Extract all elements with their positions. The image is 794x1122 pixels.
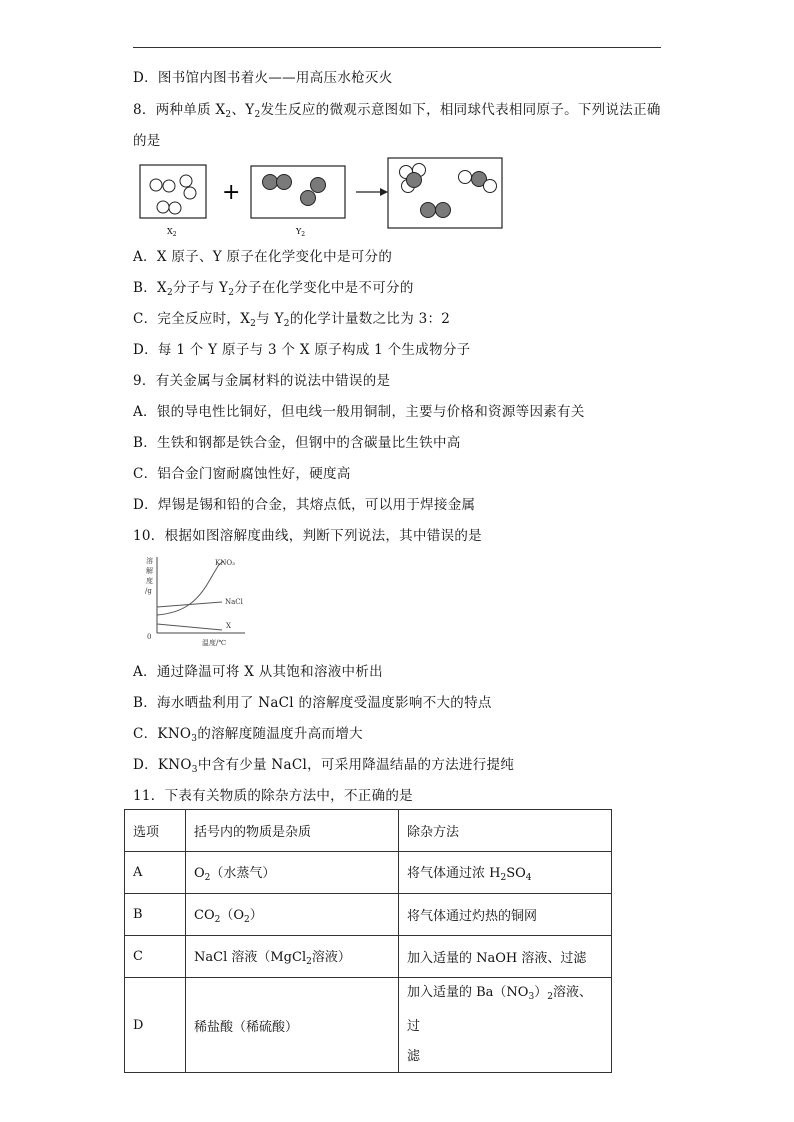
table-header-row: [125, 810, 612, 852]
x-curve: [157, 624, 222, 630]
q8-stem-line1: 8．两种单质 $X_2$、$Y_2$发生反应的微观示意图如下，相同球代表相同原子。下列说法正确: [133, 102, 661, 120]
row-method: 将气体通过浓 $H_2SO_4$: [399, 852, 612, 894]
q7-option-d: D．图书馆内图书着火——用高压水枪灭火: [133, 70, 393, 86]
q8-option-b: B．$X_2$分子与 $Y_2$分子在化学变化中是不可分的: [133, 280, 414, 298]
table-row: [125, 894, 612, 936]
q8-option-d: D．每 1 个 Y 原子与 3 个 X 原子构成 1 个生成物分子: [133, 342, 471, 358]
svg-text:/g: /g: [145, 587, 152, 595]
x-label: X: [226, 622, 231, 630]
q10-option-d: D．$KNO_3$中含有少量 NaCl，可采用降温结晶的方法进行提纯: [133, 757, 515, 775]
table-row: [125, 852, 612, 894]
svg-text:溶: 溶: [146, 557, 153, 565]
row-option: A: [125, 852, 186, 894]
solubility-chart: [140, 553, 260, 649]
row-option: D: [125, 978, 186, 1073]
row-method: 加入适量的 NaOH 溶液、过滤: [399, 936, 612, 978]
row-option: B: [125, 894, 186, 936]
row-method: 加入适量的 $Ba(NO_3)_2$溶液、过 滤: [399, 978, 612, 1073]
q8-stem-line2: 的是: [133, 133, 161, 149]
q9-option-c: C．铝合金门窗耐腐蚀性好，硬度高: [133, 466, 351, 482]
x-axis-label: 温度/℃: [202, 639, 227, 647]
table-row: [125, 978, 612, 1073]
header-impurity: 括号内的物质是杂质: [186, 810, 399, 852]
nacl-label: NaCl: [225, 598, 243, 606]
q10-option-b: B．海水晒盐利用了 NaCl 的溶解度受温度影响不大的特点: [133, 695, 492, 711]
q11-table: [124, 809, 612, 1073]
row-option: C: [125, 936, 186, 978]
solubility-y-label: [145, 556, 153, 595]
row-substance: NaCl 溶液（MgCl$_2$溶液）: [186, 936, 399, 978]
q10-stem: 10．根据如图溶解度曲线，判断下列说法，其中错误的是: [133, 528, 482, 544]
q9-option-d: D．焊锡是锡和铅的合金，其熔点低，可以用于焊接金属: [133, 497, 476, 513]
reaction-arrow-head: [380, 188, 388, 196]
x2-label: $X_2$: [167, 227, 177, 238]
svg-text:度: 度: [146, 577, 153, 585]
header-rule: [133, 47, 661, 48]
nacl-curve: [157, 602, 222, 607]
row-substance: $CO_2(O_2)$: [186, 894, 399, 936]
kno3-curve: [157, 561, 224, 615]
row-substance: $O_2$（水蒸气）: [186, 852, 399, 894]
q9-option-a: A．银的导电性比铜好，但电线一般用铜制，主要与价格和资源等因素有关: [133, 404, 585, 420]
q10-option-a: A．通过降温可将 X 从其饱和溶液中析出: [133, 664, 383, 680]
row-substance: 稀盐酸（稀硫酸）: [186, 978, 399, 1073]
q8-option-a: A．X 原子、Y 原子在化学变化中是可分的: [133, 249, 393, 265]
q8-option-c: C．完全反应时，$X_2$与 $Y_2$的化学计量数之比为 3：2: [133, 311, 451, 329]
kno3-label: KNO₃: [215, 559, 235, 567]
header-option: 选项: [125, 810, 186, 852]
origin-label: 0: [147, 633, 152, 641]
q9-stem: 9．有关金属与金属材料的说法中错误的是: [133, 373, 391, 389]
y2-label: $Y_2$: [296, 227, 306, 238]
plus-sign: +: [222, 180, 241, 205]
q9-option-b: B．生铁和钢都是铁合金，但钢中的含碳量比生铁中高: [133, 435, 461, 451]
y2-box: [251, 166, 345, 218]
q8-reaction-diagram: [130, 155, 520, 240]
q10-option-c: C．$KNO_3$的溶解度随温度升高而增大: [133, 726, 363, 744]
row-method: 将气体通过灼热的铜网: [399, 894, 612, 936]
svg-text:解: 解: [146, 567, 153, 575]
header-method: 除杂方法: [399, 810, 612, 852]
table-row: [125, 936, 612, 978]
q11-stem: 11．下表有关物质的除杂方法中，不正确的是: [133, 788, 413, 804]
